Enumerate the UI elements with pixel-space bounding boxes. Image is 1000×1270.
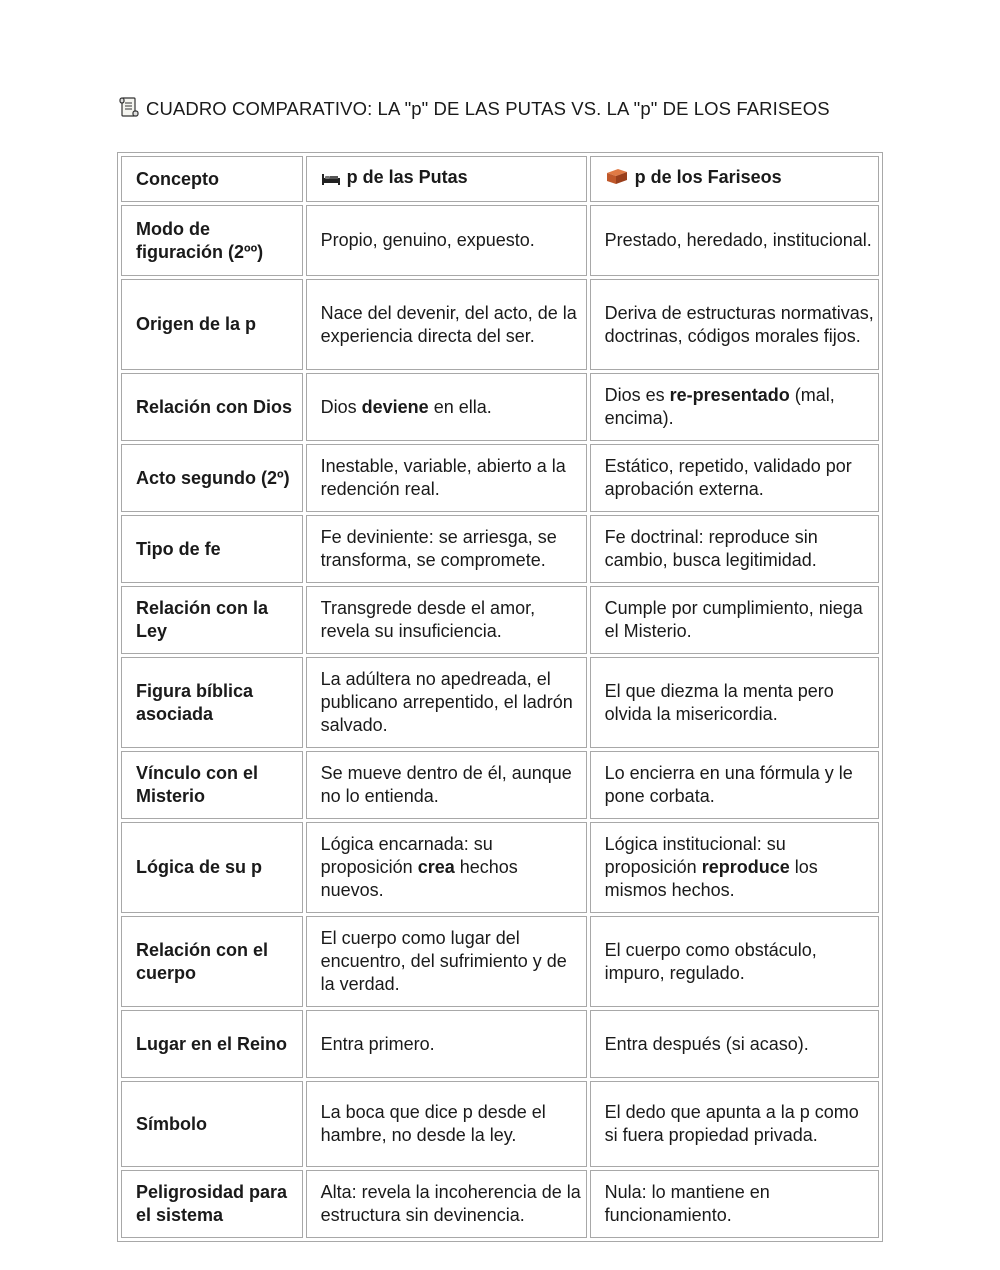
header-fariseos bbox=[590, 156, 879, 202]
comparison-table bbox=[117, 152, 883, 1242]
cell-putas: Inestable, variable, abierto a la redención real. bbox=[306, 444, 587, 512]
cell-putas: El cuerpo como lugar del encuentro, del sufrimiento y de la verdad. bbox=[306, 916, 587, 1007]
table-row bbox=[121, 916, 879, 1007]
table-row bbox=[121, 657, 879, 748]
cell-putas: Se mueve dentro de él, aunque no lo entienda. bbox=[306, 751, 587, 819]
table-row bbox=[121, 373, 879, 441]
header-fariseos-label: p de los Fariseos bbox=[634, 167, 782, 187]
cell-putas: Entra primero. bbox=[306, 1010, 587, 1078]
cell-fariseos: Deriva de estructuras normativas, doctrinas, códigos morales fijos. bbox=[590, 279, 879, 370]
cell-putas bbox=[306, 373, 587, 441]
cell-concepto: Relación con Dios bbox=[121, 373, 303, 441]
cell-emphasis: reproduce bbox=[701, 857, 790, 877]
cell-concepto: Tipo de fe bbox=[121, 515, 303, 583]
cell-text: Lógica institucional: su proposición bbox=[604, 834, 786, 877]
table-row bbox=[121, 586, 879, 654]
header-concepto: Concepto bbox=[121, 156, 303, 202]
cell-concepto: Relación con la Ley bbox=[121, 586, 303, 654]
table-header-row bbox=[121, 156, 879, 202]
cell-putas: Propio, genuino, expuesto. bbox=[306, 205, 587, 276]
cell-putas: Transgrede desde el amor, revela su insuficiencia. bbox=[306, 586, 587, 654]
cell-text: Lógica encarnada: su proposición bbox=[320, 834, 493, 877]
cell-putas: Nace del devenir, del acto, de la experiencia directa del ser. bbox=[306, 279, 587, 370]
cell-text: Dios bbox=[320, 396, 362, 417]
cell-putas: Alta: revela la incoherencia de la estructura sin devinencia. bbox=[306, 1170, 587, 1238]
table-row bbox=[121, 1081, 879, 1167]
cell-putas: Fe deviniente: se arriesga, se transforma, se compromete. bbox=[306, 515, 587, 583]
table-row bbox=[121, 515, 879, 583]
cell-putas bbox=[306, 822, 587, 913]
page-title-text: CUADRO COMPARATIVO: LA "p" DE LAS PUTAS VS. LA "p" DE LOS FARISEOS bbox=[146, 98, 830, 119]
cell-concepto: Lógica de su p bbox=[121, 822, 303, 913]
table-row bbox=[121, 444, 879, 512]
cell-putas: La adúltera no apedreada, el publicano arrepentido, el ladrón salvado. bbox=[306, 657, 587, 748]
page-title bbox=[118, 96, 878, 124]
cell-emphasis: re-presentado bbox=[669, 385, 790, 405]
table-row bbox=[121, 1170, 879, 1238]
cell-concepto: Lugar en el Reino bbox=[121, 1010, 303, 1078]
cell-concepto: Modo de figuración (2ºº) bbox=[121, 205, 303, 276]
cell-text: Dios es bbox=[604, 385, 670, 405]
cell-putas: La boca que dice p desde el hambre, no desde la ley. bbox=[306, 1081, 587, 1167]
bed-icon bbox=[321, 169, 341, 192]
cell-fariseos: Lo encierra en una fórmula y le pone corbata. bbox=[590, 751, 879, 819]
cell-text: en ella. bbox=[428, 396, 492, 417]
cell-fariseos: Nula: lo mantiene en funcionamiento. bbox=[590, 1170, 879, 1238]
header-putas bbox=[306, 156, 587, 202]
header-putas-label: p de las Putas bbox=[346, 167, 468, 187]
cell-text: (mal, encima). bbox=[604, 385, 835, 428]
cell-emphasis: deviene bbox=[361, 396, 429, 417]
cell-fariseos: Prestado, heredado, institucional. bbox=[590, 205, 879, 276]
cell-fariseos: Estático, repetido, validado por aprobación externa. bbox=[590, 444, 879, 512]
cell-concepto: Figura bíblica asociada bbox=[121, 657, 303, 748]
cell-concepto: Símbolo bbox=[121, 1081, 303, 1167]
table-row bbox=[121, 205, 879, 276]
cell-fariseos: Cumple por cumplimiento, niega el Misterio. bbox=[590, 586, 879, 654]
table-row bbox=[121, 279, 879, 370]
cell-concepto: Relación con el cuerpo bbox=[121, 916, 303, 1007]
cell-concepto: Acto segundo (2º) bbox=[121, 444, 303, 512]
cell-text: hechos nuevos. bbox=[320, 857, 518, 900]
cell-fariseos: El dedo que apunta a la p como si fuera propiedad privada. bbox=[590, 1081, 879, 1167]
cell-concepto: Vínculo con el Misterio bbox=[121, 751, 303, 819]
table-row bbox=[121, 751, 879, 819]
cell-concepto: Peligrosidad para el sistema bbox=[121, 1170, 303, 1238]
brick-icon bbox=[605, 166, 629, 192]
table-row bbox=[121, 822, 879, 913]
scroll-icon bbox=[118, 96, 140, 124]
cell-emphasis: crea bbox=[417, 857, 455, 877]
cell-fariseos: El que diezma la menta pero olvida la misericordia. bbox=[590, 657, 879, 748]
cell-text: los mismos hechos. bbox=[604, 857, 818, 900]
cell-fariseos: El cuerpo como obstáculo, impuro, regulado. bbox=[590, 916, 879, 1007]
cell-fariseos bbox=[590, 822, 879, 913]
cell-fariseos bbox=[590, 373, 879, 441]
table-row bbox=[121, 1010, 879, 1078]
cell-concepto: Origen de la p bbox=[121, 279, 303, 370]
cell-fariseos: Entra después (si acaso). bbox=[590, 1010, 879, 1078]
cell-fariseos: Fe doctrinal: reproduce sin cambio, busca legitimidad. bbox=[590, 515, 879, 583]
